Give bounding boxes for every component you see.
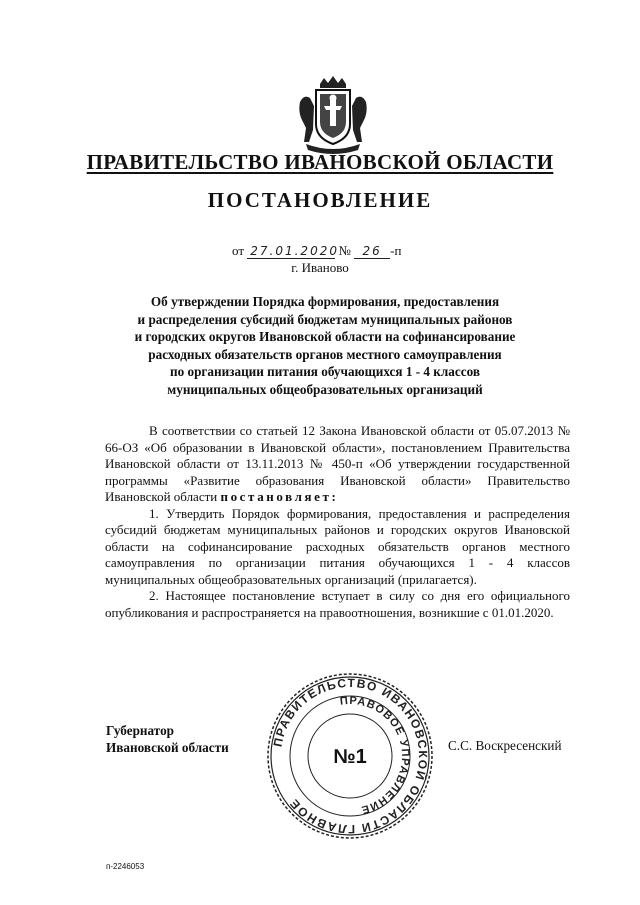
decree-date-handwritten: 27.01.2020 bbox=[247, 244, 335, 259]
stamp-inner-text: ПРАВОВОЕ УПРАВЛЕНИЕ bbox=[339, 694, 412, 816]
resolves-word: постановляет: bbox=[220, 489, 339, 504]
government-title: ПРАВИТЕЛЬСТВО ИВАНОВСКОЙ ОБЛАСТИ bbox=[86, 150, 554, 174]
official-round-stamp bbox=[266, 672, 434, 840]
preamble-paragraph bbox=[105, 423, 570, 506]
stamp-number: №1 bbox=[333, 746, 367, 768]
city-name: г. Иваново bbox=[291, 260, 349, 275]
decree-body bbox=[105, 423, 570, 621]
number-suffix: -п bbox=[390, 243, 402, 258]
signatory-title bbox=[106, 722, 229, 756]
decree-date-number-line bbox=[232, 243, 401, 259]
coat-of-arms-emblem bbox=[296, 76, 370, 156]
document-type-heading: ПОСТАНОВЛЕНИЕ bbox=[207, 188, 433, 212]
subject-line: Об утверждении Порядка формирования, предоставления bbox=[150, 294, 500, 309]
decree-number-handwritten: 26 bbox=[354, 244, 390, 259]
decree-subject bbox=[90, 293, 560, 398]
subject-line: и распределения субсидий бюджетам муниципальных районов bbox=[137, 311, 513, 327]
signatory-title-line: Губернатор bbox=[106, 723, 174, 738]
signatory-title-line: Ивановской области bbox=[106, 740, 229, 755]
date-prefix: от bbox=[232, 243, 245, 258]
number-prefix: № bbox=[338, 243, 351, 258]
clause-paragraph: 1. Утвердить Порядок формирования, предоставления и распределения субсидий бюджетам муниципальных районов и городских округов Ивановской области на софинансирование расходных обязательств органов местного самоуправления по организации питания обучающихся 1 - 4 классов муниципальных общеобразовательных организаций (прилагается). bbox=[105, 505, 570, 587]
clause-paragraph: 2. Настоящее постановление вступает в силу со дня его официального опубликования и распространяется на правоотношения, возникшие с 01.01.2020. bbox=[105, 588, 570, 620]
document-code: п-2246053 bbox=[106, 862, 145, 871]
signatory-name: С.С. Воскресенский bbox=[448, 738, 562, 753]
stamp-outer-text: ПРАВИТЕЛЬСТВО ИВАНОВСКОЙ ОБЛАСТИ ГЛАВНОЕ bbox=[270, 675, 431, 837]
preamble-text: В соответствии со статьей 12 Закона Ивановской области от 05.07.2013 № 66-ОЗ «Об образовании в Ивановской области», постановлением Правительства Ивановской области от 13.11.2013 № 450-п «Об утверждении государственной программы «Развитие образования Ивановской области» Правительство Ивановской области bbox=[105, 423, 570, 504]
subject-line: расходных обязательств органов местного самоуправления bbox=[148, 346, 502, 362]
subject-line: по организации питания обучающихся 1 - 4 классов bbox=[169, 364, 480, 379]
subject-line: и городских округов Ивановской области на софинансирование bbox=[134, 329, 516, 344]
subject-line: муниципальных общеобразовательных организаций bbox=[167, 381, 483, 397]
